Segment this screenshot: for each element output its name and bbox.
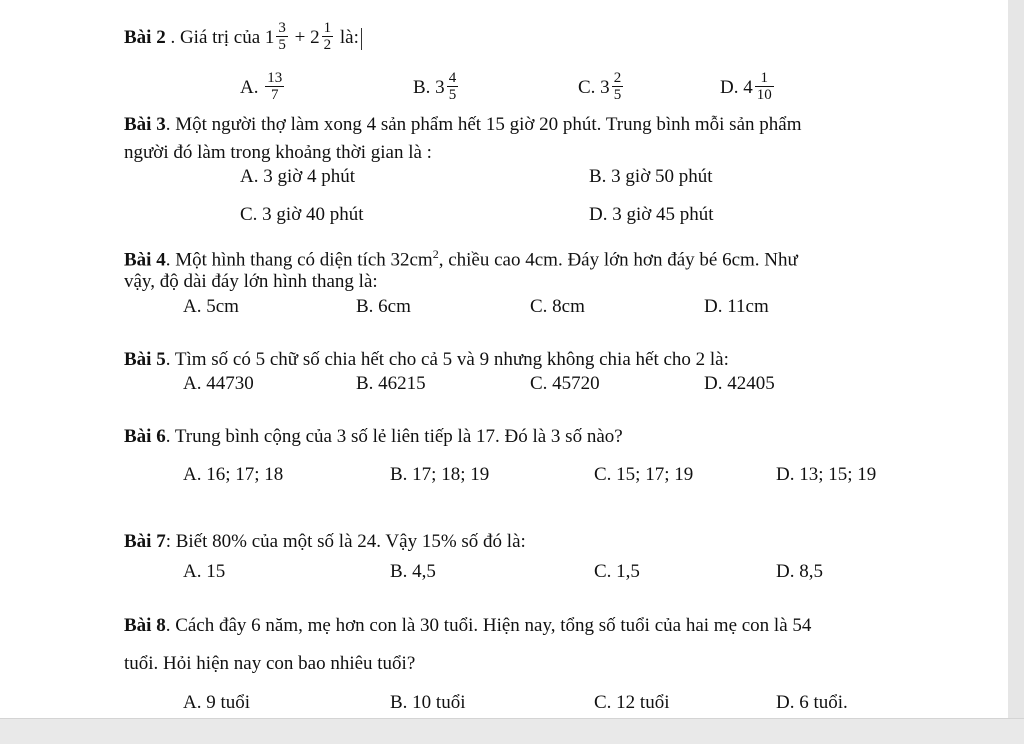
bai2-question — [124, 22, 362, 55]
bai2-f1-num: 3 — [278, 20, 286, 36]
bai7-line1: : Biết 80% của một số là 24. Vậy 15% số đó là: — [165, 531, 526, 552]
bai6-question-line1 — [124, 425, 623, 449]
bai8-option-b[interactable]: B. 10 tuổi — [390, 692, 466, 713]
bai5-label: Bài 5 — [124, 349, 166, 370]
bai2-opt-c-fraction — [612, 70, 624, 103]
bai2-opt-c-num: 2 — [613, 70, 622, 86]
bai8-line1: . Cách đây 6 năm, mẹ hơn con là 30 tuổi. Hiện nay, tổng số tuổi của hai mẹ con là 54 — [165, 615, 812, 636]
bai8-option-a[interactable]: A. 9 tuổi — [183, 692, 251, 713]
bai2-opt-b-num: 4 — [448, 70, 457, 86]
bai2-opt-d-fraction — [755, 70, 774, 103]
bai3-line1: . Một người thợ làm xong 4 sản phẩm hết 15 giờ 20 phút. Trung bình mỗi sản phẩm — [165, 114, 802, 135]
bai2-option-c[interactable] — [578, 72, 625, 105]
bottom-gutter — [0, 718, 1024, 744]
bai3-option-b[interactable]: B. 3 giờ 50 phút — [589, 166, 713, 187]
bai4-line1-post: , chiều cao 4cm. Đáy lớn hơn đáy bé 6cm. Như — [438, 249, 798, 271]
bai7-label: Bài 7 — [124, 531, 166, 552]
bai3-question-line2: người đó làm trong khoảng thời gian là : — [124, 142, 432, 163]
bai6-option-c[interactable]: C. 15; 17; 19 — [594, 464, 694, 485]
bai5-question-line1 — [124, 348, 729, 372]
bai8-question-line2: tuổi. Hỏi hiện nay con bao nhiêu tuổi? — [124, 653, 416, 674]
bai4-option-d[interactable]: D. 11cm — [704, 296, 769, 317]
bai7-option-a[interactable]: A. 15 — [183, 561, 226, 582]
bai4-option-b[interactable]: B. 6cm — [356, 296, 411, 317]
bai2-opt-d-num: 1 — [755, 70, 774, 87]
bai2-opt-a-den: 7 — [270, 87, 279, 103]
bai2-plus: + 2 — [289, 26, 320, 48]
bai3-option-c[interactable]: C. 3 giờ 40 phút — [240, 204, 364, 225]
bai6-option-d[interactable]: D. 13; 15; 19 — [776, 464, 877, 485]
bai3-option-d[interactable]: D. 3 giờ 45 phút — [589, 204, 714, 225]
bai7-option-d[interactable]: D. 8,5 — [776, 561, 823, 582]
bai2-fraction-2 — [322, 20, 334, 53]
bai2-option-b[interactable] — [413, 72, 460, 105]
bai2-opt-b-fraction — [447, 70, 459, 103]
bai5-option-a[interactable]: A. 44730 — [183, 373, 254, 394]
bai2-fraction-1 — [276, 20, 288, 53]
bai4-question-line1 — [124, 242, 798, 272]
bai3-label: Bài 3 — [124, 114, 166, 135]
bai7-question-line1 — [124, 530, 526, 554]
bai2-opt-a-fraction — [265, 70, 284, 103]
bai2-f2-num: 1 — [323, 20, 332, 36]
bai2-opt-c-den: 5 — [613, 87, 622, 103]
bai2-opt-d-den: 10 — [756, 87, 772, 103]
bai8-question-line1 — [124, 614, 811, 638]
bai3-question-line1 — [124, 113, 801, 137]
bai2-opt-b-den: 5 — [448, 87, 457, 103]
vertical-scroll-area[interactable] — [1008, 0, 1024, 743]
bai4-question-line2: vậy, độ dài đáy lớn hình thang là: — [124, 271, 378, 292]
bai4-option-a[interactable]: A. 5cm — [183, 296, 239, 317]
bai8-label: Bài 8 — [124, 615, 166, 636]
bai2-f1-den: 5 — [278, 37, 286, 53]
text-cursor — [361, 28, 362, 50]
bai8-option-d[interactable]: D. 6 tuổi. — [776, 692, 848, 713]
bai4-label: Bài 4 — [124, 249, 166, 271]
bai2-opt-b-label: B. 3 — [413, 76, 445, 98]
bai2-f2-den: 2 — [323, 37, 332, 53]
bai2-option-a[interactable] — [240, 72, 286, 105]
bai7-option-b[interactable]: B. 4,5 — [390, 561, 436, 582]
bai5-option-b[interactable]: B. 46215 — [356, 373, 426, 394]
bai6-line1: . Trung bình cộng của 3 số lẻ liên tiếp là 17. Đó là 3 số nào? — [165, 426, 623, 447]
bai8-option-c[interactable]: C. 12 tuổi — [594, 692, 670, 713]
bai4-line1-pre: . Một hình thang có diện tích 32cm — [165, 249, 433, 271]
bai7-option-c[interactable]: C. 1,5 — [594, 561, 640, 582]
bai3-option-a[interactable]: A. 3 giờ 4 phút — [240, 166, 356, 187]
bai2-opt-c-label: C. 3 — [578, 76, 610, 98]
bai2-opt-a-label: A. — [240, 76, 264, 98]
bai5-line1: . Tìm số có 5 chữ số chia hết cho cả 5 và 9 nhưng không chia hết cho 2 là: — [165, 349, 729, 370]
bai5-option-c[interactable]: C. 45720 — [530, 373, 600, 394]
bai4-superscript: 2 — [432, 247, 439, 261]
bai2-opt-d-label: D. 4 — [720, 76, 753, 98]
bai2-opt-a-num: 13 — [267, 70, 283, 86]
bai6-option-a[interactable]: A. 16; 17; 18 — [183, 464, 284, 485]
bai2-text-pre: . Giá trị của 1 — [165, 26, 275, 48]
bai5-option-d[interactable]: D. 42405 — [704, 373, 775, 394]
bai6-option-b[interactable]: B. 17; 18; 19 — [390, 464, 490, 485]
bai2-option-d[interactable] — [720, 72, 776, 105]
bai2-label: Bài 2 — [124, 26, 166, 48]
bai2-text-post: là: — [335, 26, 359, 48]
bai6-label: Bài 6 — [124, 426, 166, 447]
bai4-option-c[interactable]: C. 8cm — [530, 296, 585, 317]
